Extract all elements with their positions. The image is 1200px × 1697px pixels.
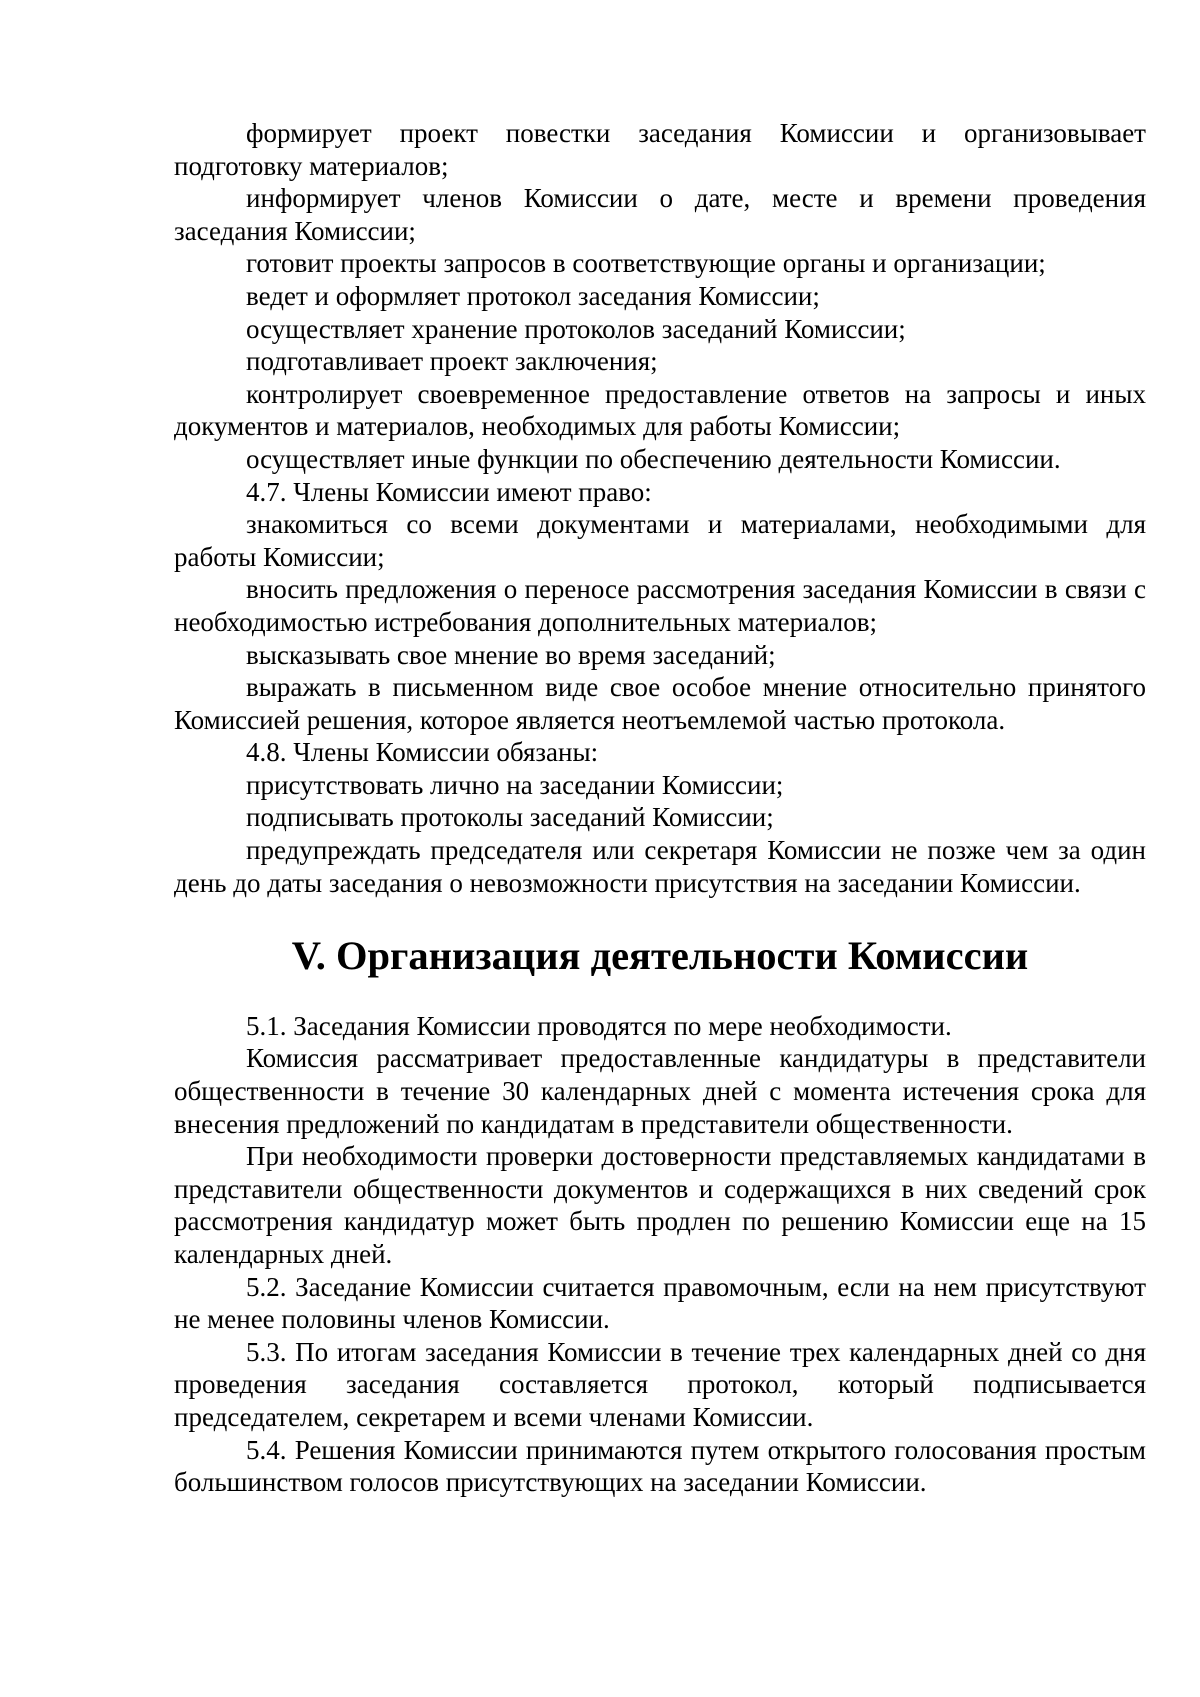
paragraph: информирует членов Комиссии о дате, месте и времени проведения заседания Комиссии; bbox=[174, 183, 1146, 246]
paragraph: осуществляет иные функции по обеспечению деятельности Комиссии. bbox=[246, 443, 1061, 474]
paragraph: При необходимости проверки достоверности представляемых кандидатами в представители общественности документов и содержащихся в них сведений срок рассмотрения кандидатур может быть продлен по решению Комиссии еще на 15 календарных дней. bbox=[174, 1141, 1146, 1269]
section-5-heading: V. Организация деятельности Комиссии bbox=[291, 933, 1029, 979]
section-4-continuation bbox=[174, 117, 1146, 899]
clause-5-2: 5.2. Заседание Комиссии считается правомочным, если на нем присутствуют не менее половины членов Комиссии. bbox=[174, 1271, 1146, 1335]
paragraph: высказывать свое мнение во время заседаний; bbox=[246, 639, 776, 670]
paragraph: присутствовать лично на заседании Комиссии; bbox=[246, 769, 784, 800]
clause-5-1: 5.1. Заседания Комиссии проводятся по мере необходимости. bbox=[246, 1010, 952, 1041]
clause-4-7: 4.7. Члены Комиссии имеют право: bbox=[246, 476, 652, 507]
clause-5-4: 5.4. Решения Комиссии принимаются путем открытого голосования простым большинством голосов присутствующих на заседании Комиссии. bbox=[174, 1434, 1146, 1498]
paragraph: контролирует своевременное предоставление ответов на запросы и иных документов и материалов, необходимых для работы Комиссии; bbox=[174, 378, 1146, 442]
paragraph: формирует проект повестки заседания Комиссии и организовывает подготовку материалов; bbox=[174, 118, 1146, 181]
paragraph: выражать в письменном виде свое особое мнение относительно принятого Комиссией решения, которое является неотъемлемой частью протокола. bbox=[174, 672, 1146, 735]
paragraph: Комиссия рассматривает предоставленные кандидатуры в представители общественности в течение 30 календарных дней с момента истечения срока для внесения предложений по кандидатам в представители общественности. bbox=[174, 1043, 1146, 1139]
clause-5-3: 5.3. По итогам заседания Комиссии в течение трех календарных дней со дня проведения заседания составляется протокол, который подписывается председателем, секретарем и всеми членами Комиссии. bbox=[174, 1336, 1146, 1432]
paragraph: знакомиться со всеми документами и материалами, необходимыми для работы Комиссии; bbox=[174, 509, 1146, 572]
document-page bbox=[174, 117, 1146, 1499]
paragraph: предупреждать председателя или секретаря Комиссии не позже чем за один день до даты заседания о невозможности присутствия на заседании Комиссии. bbox=[174, 835, 1146, 898]
paragraph: осуществляет хранение протоколов заседаний Комиссии; bbox=[246, 313, 906, 344]
section-5-body bbox=[174, 1010, 1146, 1499]
paragraph: готовит проекты запросов в соответствующие органы и организации; bbox=[246, 248, 1046, 279]
paragraph: ведет и оформляет протокол заседания Комиссии; bbox=[246, 280, 820, 311]
clause-4-8: 4.8. Члены Комиссии обязаны: bbox=[246, 737, 599, 768]
paragraph: вносить предложения о переносе рассмотрения заседания Комиссии в связи с необходимостью истребования дополнительных материалов; bbox=[174, 574, 1146, 637]
paragraph: подписывать протоколы заседаний Комиссии; bbox=[246, 802, 774, 833]
paragraph: подготавливает проект заключения; bbox=[246, 346, 658, 377]
